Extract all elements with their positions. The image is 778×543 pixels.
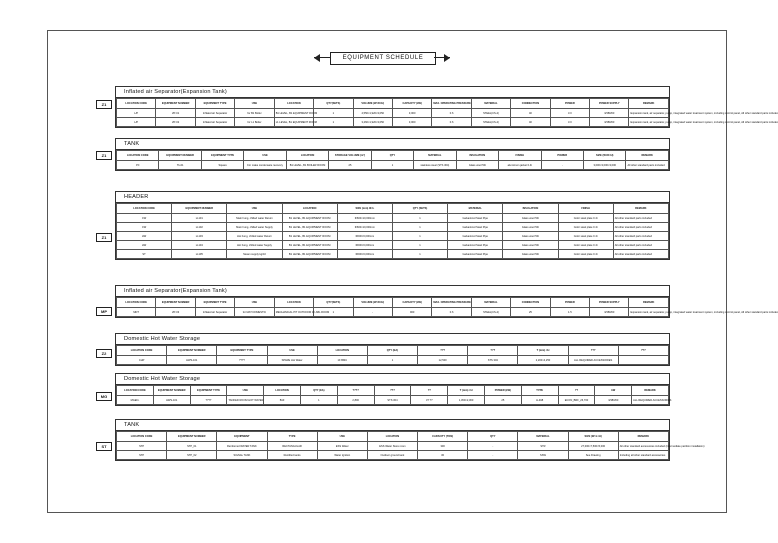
table-header-row — [117, 99, 669, 109]
table-cell: ALL REQUIRED ACCESSORIES — [632, 396, 669, 405]
table-cell: B1F — [264, 396, 301, 405]
column-header: SIZE (W×L×H) — [568, 432, 618, 442]
table-cell: All other standard parts included — [613, 223, 668, 232]
schedule-table — [116, 431, 705, 460]
table-cell: 3/380/60 — [590, 308, 629, 317]
schedule-section — [115, 285, 778, 318]
column-header: POWER SUPPLY — [590, 298, 629, 308]
column-header: REMARK — [618, 432, 668, 442]
column-header: T (mm) ×H — [518, 346, 568, 356]
table-cell: HW — [117, 232, 172, 241]
table-cell: Expansion tank, air separator, pump, integrated water treatment system, including control panel, All other standard parts included — [629, 308, 669, 317]
schedule-section — [115, 191, 670, 260]
table-cell: 3,260×1,920×3,050 — [353, 118, 392, 127]
section-tag: Z1 — [96, 233, 112, 242]
column-header: LOCATION — [264, 386, 301, 396]
table-cell: STS 304 — [374, 396, 411, 405]
table-cell: 1 — [314, 308, 353, 317]
column-header: ??? — [374, 386, 411, 396]
section-tag: Z2 — [96, 349, 112, 358]
table-row — [117, 396, 669, 405]
section-heading: TANK — [116, 420, 669, 431]
table-cell: 37 ?? — [411, 396, 448, 405]
table-cell: 300 — [418, 442, 468, 451]
table-cell: P/I — [117, 161, 159, 170]
column-header: T (mm) ×H — [448, 386, 485, 396]
section-heading: TANK — [116, 139, 669, 150]
section-tag: Z1 — [96, 151, 112, 160]
column-header: EQUIPMENT NUMBER — [167, 432, 217, 442]
column-header: POWER — [541, 151, 583, 161]
section-heading: Domestic Hot Water Storage — [116, 374, 669, 385]
table-cell: for L1 Boiler — [235, 118, 274, 127]
column-header: MAX. OPERATING PRESSURE — [432, 99, 471, 109]
table-cell: STP — [117, 442, 167, 451]
table-cell: Tk-01 — [159, 161, 201, 170]
table-cell: 1 — [392, 223, 447, 232]
table-cell: MGEN- — [117, 396, 154, 405]
table-cell: Expansion tank, air separator, pump, integrated water treatment system, including control panel, All other standard parts included — [629, 109, 669, 118]
column-header: LOCATION CODE — [117, 298, 156, 308]
column-header: USE — [317, 432, 367, 442]
title-arrow-left-icon — [314, 57, 330, 58]
column-header: FINISH — [499, 151, 541, 161]
column-header: QTY (EA) — [300, 386, 337, 396]
table-cell: STS 304 — [468, 356, 518, 365]
table-cell: Rectified tanks — [267, 451, 317, 460]
table-cell: 1 — [314, 118, 353, 127]
table-cell: L1 LEVEL, B1 EQUIPMENT ROOM — [274, 118, 313, 127]
column-header: USE — [235, 99, 274, 109]
schedule-table — [116, 297, 778, 317]
table-cell: ESS Water — [317, 442, 367, 451]
table-cell: ECON_BRF_26,700 — [558, 396, 595, 405]
table-cell: SIGNAL TANK — [217, 451, 267, 460]
table-cell: Expansion tank, air separator, pump, integrated water treatment system, including control panel, All other standard parts included — [629, 118, 669, 127]
table-cell: All other standard parts included — [613, 232, 668, 241]
section-heading: Domestic Hot Water Storage — [116, 334, 669, 345]
table-cell: Glass wool 50t — [503, 214, 558, 223]
column-header: LOCATION — [286, 151, 328, 161]
table-cell: Hot hung, chilled water Return — [227, 232, 282, 241]
table-cell: 3,000×3,000×3,000 — [583, 161, 625, 170]
table-cell: 3.0 — [550, 118, 589, 127]
table-cell: Including all other standard accessories — [618, 451, 668, 460]
table-row — [117, 109, 669, 118]
table-cell: STP_01 — [167, 442, 217, 451]
table-cell: MECHANICAL PIT OUTDOOR 1F ABL ROOM — [274, 308, 313, 317]
table-cell: Galvanized Steel Pipe — [448, 232, 503, 241]
table-header-row — [117, 432, 669, 442]
table-cell: 25 — [511, 308, 550, 317]
table-row — [117, 241, 669, 250]
table-cell: 3/380/60 — [595, 396, 632, 405]
column-header: REMARK — [626, 151, 669, 161]
column-header: REMARK — [613, 204, 668, 214]
column-header: POWER — [550, 298, 589, 308]
column-header: CAPACITY (TON) — [418, 432, 468, 442]
section-tag: Z1 — [96, 100, 112, 109]
column-header: LOCATION — [274, 99, 313, 109]
table-cell: 0.6 — [432, 118, 471, 127]
column-header: REMARK — [629, 298, 669, 308]
table-cell: Color steel plate 0.4t — [558, 223, 613, 232]
table-cell: B1 LEVEL, B1 EQUIPMENT ROOM — [282, 214, 337, 223]
table-cell: Glass wool 50t — [503, 232, 558, 241]
section-heading: Inflated air Separator(Expansion Tank) — [116, 286, 669, 297]
table-cell: 1 — [392, 250, 447, 259]
title-arrow-right-icon — [434, 57, 450, 58]
table-cell: 3/380/60 — [590, 118, 629, 127]
schedule-section — [115, 138, 670, 171]
table-cell: Inflated air Separator — [195, 118, 234, 127]
table-row — [117, 308, 669, 317]
table-cell: 1.5 — [550, 308, 589, 317]
column-header: EQUIPMENT NUMBER — [156, 298, 195, 308]
table-cell: For make condensate recovery — [244, 161, 286, 170]
column-header: EQUIPMENT NUMBER — [159, 151, 201, 161]
table-cell: H-498 — [521, 396, 558, 405]
column-header: ?? — [558, 386, 595, 396]
table-cell: MDT — [117, 308, 156, 317]
table-cell: STR — [518, 442, 568, 451]
table-row — [117, 214, 669, 223]
column-header: STORAGE VOLUME (m³) — [329, 151, 371, 161]
column-header: EQUIPMENT TYPE — [190, 386, 227, 396]
column-header: kW — [595, 386, 632, 396]
column-header: LOCATION — [317, 346, 367, 356]
table-cell: RECTANGULAR — [267, 442, 317, 451]
table-cell: B1 LEVEL, B1 EQUIPMENT ROOM — [282, 223, 337, 232]
column-header: QTY — [371, 151, 413, 161]
table-cell: Color steel plate 0.4t — [558, 250, 613, 259]
column-header: QTY(SETS) — [314, 99, 353, 109]
table-cell: 4,550×1,920×3,050 — [353, 109, 392, 118]
table-cell: Steam supply kg/10 — [227, 250, 282, 259]
column-header: SIZE (mm) Φ×L — [337, 204, 392, 214]
table-cell: B1 LEVEL, B1 EQUIPMENT ROOM — [282, 250, 337, 259]
table-cell: 1 — [300, 396, 337, 405]
column-header: EQUIPMENT NUMBER — [153, 386, 190, 396]
table-cell: stainless steel (STS 304) — [414, 161, 456, 170]
column-header: LOCATION CODE — [117, 346, 167, 356]
table-cell: ALL REQUIRED ACCESSORIES — [568, 356, 618, 365]
table-cell: 25 — [484, 396, 521, 405]
table-cell: 1 — [314, 109, 353, 118]
column-header: QTY (SETS) — [392, 204, 447, 214]
table-cell: TANKED ROOM HOT WATER — [227, 396, 264, 405]
table-cell: for MAT DOMESTIC — [235, 308, 274, 317]
column-header: EQUIPMENT TYPE — [195, 298, 234, 308]
column-header: USE — [267, 346, 317, 356]
table-cell: - — [353, 308, 392, 317]
table-cell: All other standard parts included — [626, 161, 669, 170]
column-header: INSULATION — [456, 151, 498, 161]
column-header: ??? — [468, 346, 518, 356]
table-cell: ST — [117, 250, 172, 259]
table-cell: Φ600×10,000mm — [337, 214, 392, 223]
table-cell: ???? — [217, 356, 267, 365]
table-cell: 0.6 — [432, 109, 471, 118]
column-header: QTY (EA) — [367, 346, 417, 356]
table-cell: 1F BMU — [317, 356, 367, 365]
table-cell: H-105 — [172, 250, 227, 259]
table-cell: STP — [117, 451, 167, 460]
column-header: TYPE — [521, 386, 558, 396]
table-cell: B1 LEVEL, B1 EQUIPMENT ROOM — [282, 241, 337, 250]
column-header: USE — [227, 386, 264, 396]
table-cell: Reinforced WATER TANK — [217, 442, 267, 451]
table-cell: 25 — [329, 161, 371, 170]
schedule-section — [115, 333, 670, 366]
table-cell: CHP — [117, 356, 167, 365]
table-header-row — [117, 386, 669, 396]
table-cell: Hot hung, chilled water Supply — [227, 241, 282, 250]
table-cell: 1 — [367, 356, 417, 365]
table-cell: Color steel plate 0.4t — [558, 241, 613, 250]
table-cell: Galvanized Steel Pipe — [448, 241, 503, 250]
table-cell: HW — [117, 241, 172, 250]
table-cell: ZP-02 — [156, 118, 195, 127]
table-cell: 1 — [392, 232, 447, 241]
column-header: LOCATION CODE — [117, 432, 167, 442]
table-cell: STEEL(CS-2) — [471, 109, 510, 118]
column-header: POWER (kW) — [484, 386, 521, 396]
table-cell — [618, 356, 668, 365]
schedule-section — [115, 86, 778, 128]
table-cell: B1 LEVEL, B1 BOILER ROOM — [286, 161, 328, 170]
table-cell: STP_02 — [167, 451, 217, 460]
table-cell: All other standard parts included — [613, 214, 668, 223]
table-cell: Glass wool 50t — [503, 250, 558, 259]
table-cell: ZP-03 — [156, 308, 195, 317]
column-header: LOCATION — [282, 204, 337, 214]
table-cell: 0.6 — [432, 308, 471, 317]
schedule-table — [116, 150, 669, 170]
table-cell: Glass wool 50t — [503, 223, 558, 232]
table-cell: 40 — [511, 109, 550, 118]
column-header: EQUIPMENT TYPE — [217, 346, 267, 356]
column-header: MATERIAL — [471, 99, 510, 109]
column-header: LOCATION CODE — [117, 151, 159, 161]
table-row — [117, 442, 669, 451]
table-cell: 3,000 — [392, 109, 431, 118]
schedule-table — [116, 385, 672, 405]
column-header: LOCATION — [367, 432, 417, 442]
column-header: LOCATION CODE — [117, 386, 154, 396]
table-cell: 3,000 — [392, 118, 431, 127]
table-cell: See Drawing — [568, 451, 618, 460]
column-header: REMARK — [629, 99, 669, 109]
table-cell: CW — [117, 223, 172, 232]
table-header-row — [117, 346, 669, 356]
table-cell: Galvanized Steel Pipe — [448, 250, 503, 259]
table-row — [117, 118, 669, 127]
column-header: POWER — [550, 99, 589, 109]
section-tag: MG — [96, 392, 112, 401]
table-cell: Φ600×6,000mm — [337, 232, 392, 241]
table-cell: L/P — [117, 118, 156, 127]
column-header: CONNECTION — [511, 99, 550, 109]
table-row — [117, 250, 669, 259]
column-header: FINISH — [558, 204, 613, 214]
table-cell: 3/380/60 — [590, 109, 629, 118]
column-header: EQUIPMENT NUMBER — [172, 204, 227, 214]
table-cell: B1 LEVEL, B1 EQUIPMENT ROOM — [274, 109, 313, 118]
column-header: MAX. OPERATING PRESSURE — [432, 298, 471, 308]
table-cell: B1 LEVEL, B1 EQUIPMENT ROOM — [282, 232, 337, 241]
table-cell: Color steel plate 0.4t — [558, 214, 613, 223]
column-header: ??? — [568, 346, 618, 356]
table-cell: Outdoor ground tank — [367, 451, 417, 460]
table-cell: H-102 — [172, 223, 227, 232]
column-header: CAPACITY (kW) — [392, 99, 431, 109]
table-row — [117, 451, 669, 460]
table-cell: Inflated air Separator — [195, 308, 234, 317]
table-cell: Square — [201, 161, 243, 170]
table-cell: All other standard parts included — [613, 241, 668, 250]
table-cell: HWS-101 — [153, 396, 190, 405]
column-header: MATERIAL — [448, 204, 503, 214]
column-header: QTY(SETS) — [314, 298, 353, 308]
table-header-row — [117, 151, 669, 161]
table-cell: All other standard accessories included (intermediate partition installation) — [618, 442, 668, 451]
table-cell: 2,200×4,250 — [518, 356, 568, 365]
section-tag: MP — [96, 307, 112, 316]
table-cell: SPARE Hot Water — [267, 356, 317, 365]
table-cell: aluminium jacket 0.4t — [499, 161, 541, 170]
table-cell: 900 — [392, 308, 431, 317]
column-header: USE — [235, 298, 274, 308]
column-header: LOCATION — [274, 298, 313, 308]
column-header: REMARK — [632, 386, 669, 396]
table-cell: Glass wool 50t — [456, 161, 498, 170]
table-cell: Main hung, chilled water Supply — [227, 223, 282, 232]
table-cell: Water Ignition — [317, 451, 367, 460]
section-tag: ST — [96, 442, 112, 451]
column-header: LOCATION CODE — [117, 99, 156, 109]
table-cell: HWS-101 — [167, 356, 217, 365]
column-header: USE — [244, 151, 286, 161]
column-header: EQUIPMENT TYPE — [195, 99, 234, 109]
column-header: ?? — [411, 386, 448, 396]
column-header: VOLUME (W×D×H) — [353, 298, 392, 308]
table-cell: 1 — [392, 241, 447, 250]
column-header: EQUIPMENT NUMBER — [156, 99, 195, 109]
column-header: SIZE (W×D×H) — [583, 151, 625, 161]
table-cell: Φ600×10,000mm — [337, 223, 392, 232]
table-cell: 12,500 — [418, 356, 468, 365]
table-cell: 40 — [511, 118, 550, 127]
table-cell: 1 — [392, 214, 447, 223]
column-header: ???? — [337, 386, 374, 396]
schedule-table — [116, 203, 669, 259]
column-header: TYPE — [267, 432, 317, 442]
table-cell: Color steel plate 0.4t — [558, 232, 613, 241]
table-cell: Φ600×6,000mm — [337, 241, 392, 250]
table-cell: Glass wool 50t — [503, 241, 558, 250]
table-cell: ZP-01 — [156, 109, 195, 118]
schedule-section — [115, 419, 705, 461]
table-row — [117, 223, 669, 232]
column-header: VOLUME (W×D×H) — [353, 99, 392, 109]
table-cell: ESS Water Store room — [367, 442, 417, 451]
column-header: INSULATION — [503, 204, 558, 214]
table-cell: 2,800 — [337, 396, 374, 405]
table-cell: CW — [117, 214, 172, 223]
table-cell: - — [541, 161, 583, 170]
table-cell: - — [468, 442, 518, 451]
column-header: LOCATION CODE — [117, 204, 172, 214]
table-cell: 30 — [418, 451, 468, 460]
table-cell: SSW — [518, 451, 568, 460]
table-header-row — [117, 298, 669, 308]
column-header: ??? — [418, 346, 468, 356]
column-header: EQUIPMENT TYPE — [201, 151, 243, 161]
table-cell: Main hung, chilled water Return — [227, 214, 282, 223]
table-cell: ???? — [190, 396, 227, 405]
table-cell: Galvanized Steel Pipe — [448, 214, 503, 223]
table-cell: for B1 Boiler — [235, 109, 274, 118]
column-header: EQUIPMENT — [217, 432, 267, 442]
table-cell: 1 — [371, 161, 413, 170]
section-heading: HEADER — [116, 192, 669, 203]
column-header: POWER SUPPLY — [590, 99, 629, 109]
table-row — [117, 232, 669, 241]
column-header: QTY — [468, 432, 518, 442]
column-header: MATERIAL — [471, 298, 510, 308]
page-title: EQUIPMENT SCHEDULE — [330, 52, 436, 65]
table-cell: 27,000×7,500×5,000 — [568, 442, 618, 451]
column-header: USE — [227, 204, 282, 214]
schedule-table — [116, 345, 669, 365]
column-header: EQUIPMENT NUMBER — [167, 346, 217, 356]
table-cell: Inflated air Separator — [195, 109, 234, 118]
table-cell: 1,450×2,300 — [448, 396, 485, 405]
table-cell: 3.0 — [550, 109, 589, 118]
table-row — [117, 161, 669, 170]
table-cell: H-101 — [172, 214, 227, 223]
schedule-table — [116, 98, 778, 127]
table-cell: H-103 — [172, 232, 227, 241]
column-header: MATERIAL — [414, 151, 456, 161]
table-cell: All other standard parts included — [613, 250, 668, 259]
table-cell: Φ600×6,000mm — [337, 250, 392, 259]
table-cell: STEEL(CS-2) — [471, 308, 510, 317]
table-cell: H-104 — [172, 241, 227, 250]
table-cell: L/P — [117, 109, 156, 118]
schedule-section — [115, 373, 670, 406]
column-header: MATERIAL — [518, 432, 568, 442]
table-cell: STEEL(CS-2) — [471, 118, 510, 127]
column-header: CAPACITY (kW) — [392, 298, 431, 308]
section-heading: Inflated air Separator(Expansion Tank) — [116, 87, 669, 98]
table-row — [117, 356, 669, 365]
column-header: CONNECTION — [511, 298, 550, 308]
table-header-row — [117, 204, 669, 214]
column-header: ??? — [618, 346, 668, 356]
table-cell: - — [468, 451, 518, 460]
table-cell: Galvanized Steel Pipe — [448, 223, 503, 232]
